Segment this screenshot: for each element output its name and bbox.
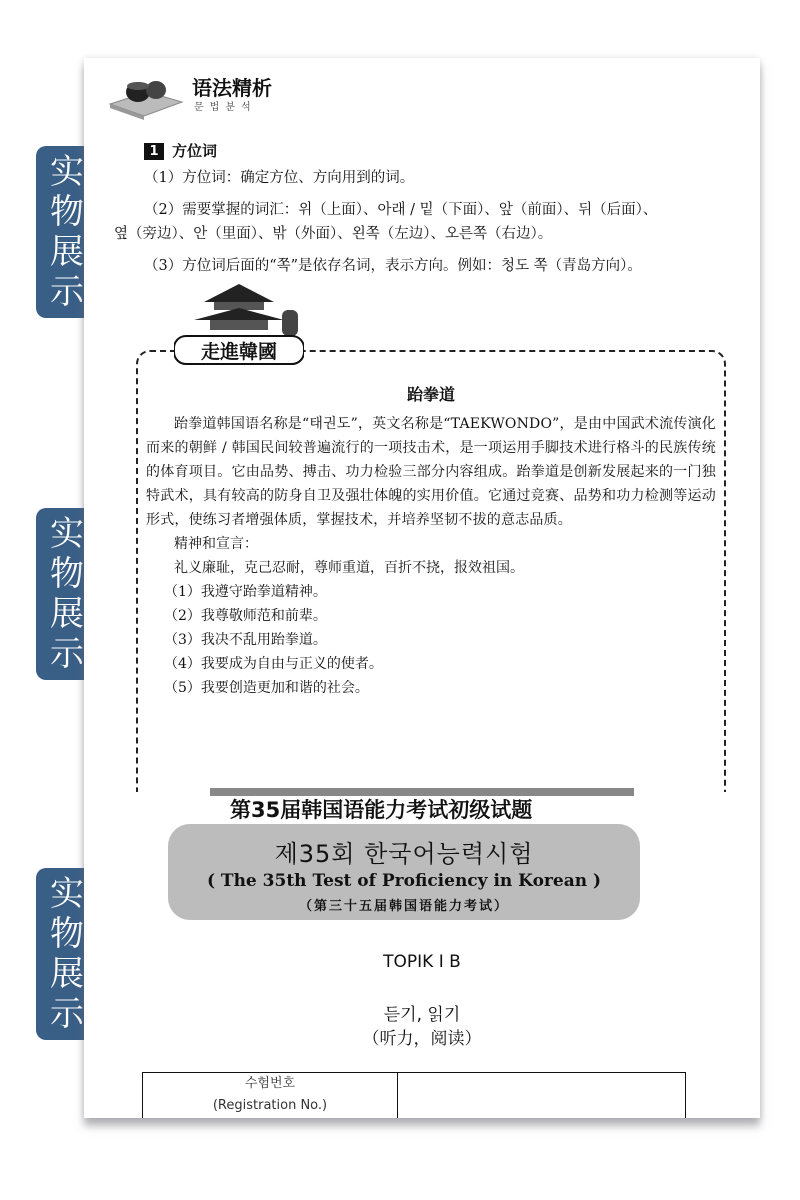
text-line: （1）方位词：确定方位、方向用到的词。 (144, 170, 415, 186)
header-subtitle: 문법분석 (194, 102, 257, 113)
text-line: （3）方位词后面的“쪽”是依存名词，表示方向。例如：청도 쪽（青岛方向）。 (144, 258, 642, 274)
text-line: （2）需要掌握的词汇：위（上面）、아래 / 밑（下面）、앞（前面）、뒤（后面）、 (144, 202, 658, 218)
registration-number-field[interactable] (398, 1073, 685, 1118)
list-item: （4）我要成为自由与正义的使者。 (164, 656, 383, 672)
exam-title-chinese: （第三十五届韩国语能力考试） (298, 899, 509, 914)
registration-table (142, 1072, 686, 1118)
pagoda-logo-icon (174, 280, 304, 368)
spirit-text: 礼义廉耻，克己忍耐，尊师重道，百折不挠，报效祖国。 (174, 560, 524, 576)
header-title: 语法精析 (192, 76, 272, 100)
text-line: 옆（旁边）、안（里面）、밖（外面）、왼쪽（左边）、오른쪽（右边）。 (114, 226, 553, 242)
exam-subject-chinese: （听力，阅读） (362, 1029, 482, 1049)
box-title: 跆拳道 (406, 385, 455, 404)
list-item: （1）我遵守跆拳道精神。 (164, 584, 327, 600)
spirit-label: 精神和宣言： (174, 536, 258, 552)
exam-title-box (168, 824, 640, 920)
exam-level: TOPIK Ⅰ B (383, 952, 461, 972)
exam-heading: 第35届韩国语能力考试初级试题 (230, 798, 533, 822)
list-item: （3）我决不乱用跆拳道。 (164, 632, 327, 648)
box-body (146, 412, 716, 700)
info-box (136, 350, 726, 792)
logo-text: 走進韓國 (200, 341, 278, 363)
exam-title-english: ( The 35th Test of Proficiency in Korean ) (206, 871, 602, 891)
box-paragraph: 跆拳道韩国语名称是“태권도”，英文名称是“TAEKWONDO”，是由中国武术流传演化而来的朝鲜 / 韩国民间较普遍流行的一项技击术，是一项运用手脚技术进行格斗的民族传统的体育项目。它由品势、搏击、功力检验三部分内容组成。跆拳道是创新发展起来的一门独特武术，具有较高的防身自卫及强壮体魄的实用价值。它通过竞赛、品势和功力检测等运动形式，使练习者增强体质，掌握技术，并培养坚韧不拔的意志品质。 (146, 416, 716, 528)
section-heading (144, 140, 217, 161)
section-header (108, 66, 308, 116)
exam-title-korean: 제35회 한국어능력시험 (274, 840, 534, 868)
section-title: 方位词 (172, 142, 218, 160)
exam-subject-korean: 듣기, 읽기 (383, 1005, 461, 1025)
showcase-tab: 实 物 展 示 (36, 508, 98, 680)
showcase-tab: 实 物 展 示 (36, 868, 98, 1040)
section-number: 1 (144, 143, 164, 160)
list-item: （5）我要创造更加和谐的社会。 (164, 680, 369, 696)
book-page (84, 58, 760, 1118)
registration-label: 수험번호 (Registration No.) (143, 1073, 398, 1118)
go-board-icon (108, 74, 184, 120)
showcase-tab: 实 物 展 示 (36, 146, 98, 318)
list-item: （2）我尊敬师范和前辈。 (164, 608, 327, 624)
